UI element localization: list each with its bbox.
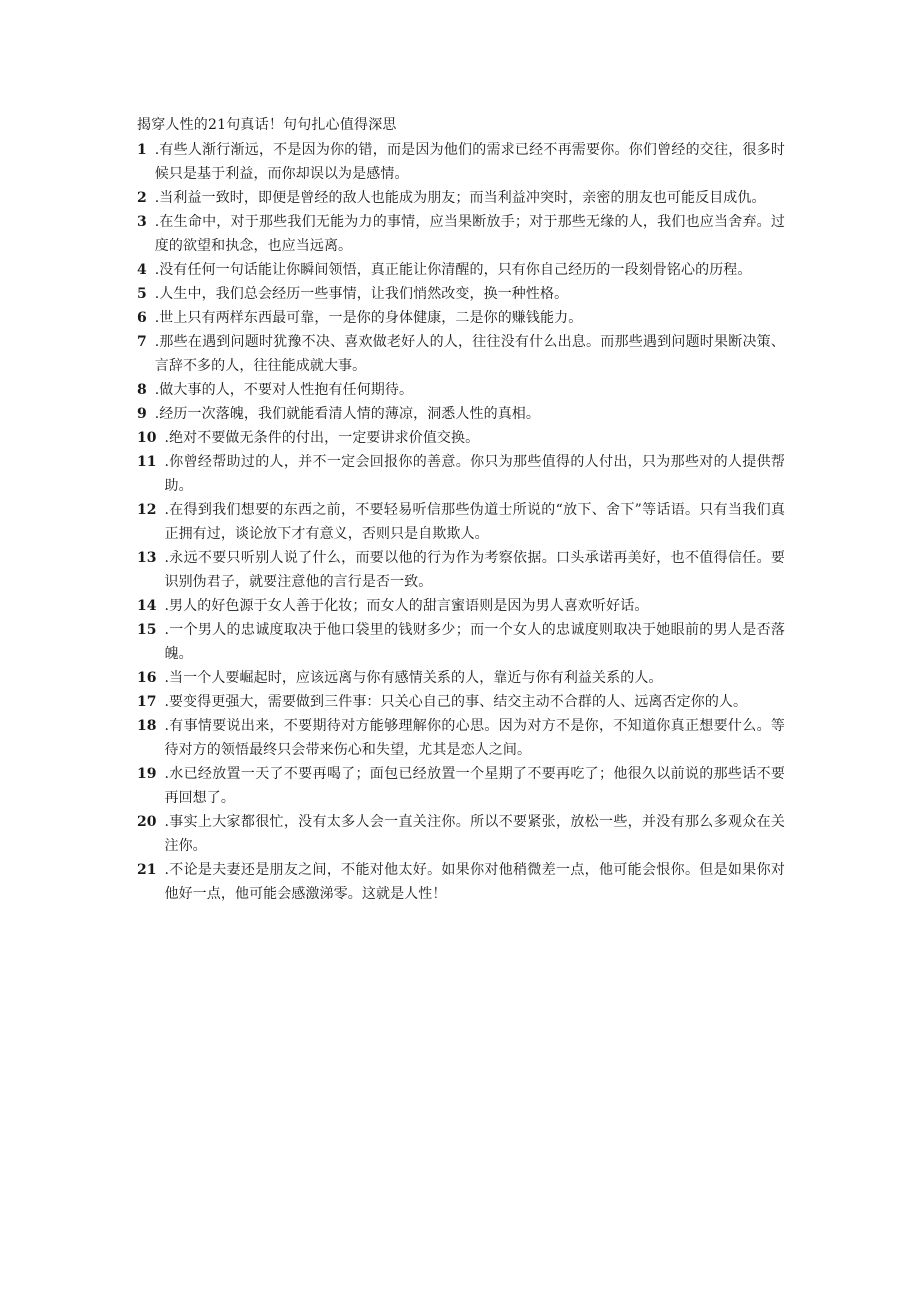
list-item — [137, 666, 785, 690]
document-page — [137, 113, 785, 906]
item-text: .做大事的人，不要对人性抱有任何期待。 — [154, 382, 414, 398]
item-number: 3 — [137, 214, 147, 230]
list-item — [137, 594, 785, 618]
list-item — [137, 402, 785, 426]
list-item — [137, 690, 785, 714]
item-text: .有些人渐行渐远，不是因为你的错，而是因为他们的需求已经不再需要你。你们曾经的交往，很多时候只是基于利益，而你却误以为是感情。 — [154, 142, 785, 182]
list-item — [137, 306, 785, 330]
item-text: .当一个人要崛起时，应该远离与你有感情关系的人，靠近与你有利益关系的人。 — [164, 670, 663, 686]
item-text: .当利益一致时，即便是曾经的敌人也能成为朋友；而当利益冲突时，亲密的朋友也可能反目成仇。 — [154, 190, 766, 206]
item-text: .男人的好色源于女人善于化妆；而女人的甜言蜜语则是因为男人喜欢听好话。 — [164, 598, 649, 614]
item-text: .一个男人的忠诚度取决于他口袋里的钱财多少；而一个女人的忠诚度则取决于她眼前的男人是否落魄。 — [164, 622, 785, 662]
item-text: .经历一次落魄，我们就能看清人情的薄凉，洞悉人性的真相。 — [154, 406, 540, 422]
list-item — [137, 450, 785, 498]
list-item — [137, 378, 785, 402]
item-text: .要变得更强大，需要做到三件事：只关心自己的事、结交主动不合群的人、远离否定你的人。 — [164, 694, 748, 710]
item-number: 4 — [137, 262, 147, 278]
list-item — [137, 546, 785, 594]
item-text: .没有任何一句话能让你瞬间领悟，真正能让你清醒的，只有你自己经历的一段刻骨铭心的历程。 — [154, 262, 752, 278]
list-item — [137, 858, 785, 906]
item-number: 9 — [137, 406, 147, 422]
item-text: .有事情要说出来，不要期待对方能够理解你的心思。因为对方不是你，不知道你真正想要什么。等待对方的领悟最终只会带来伤心和失望，尤其是恋人之间。 — [164, 718, 785, 758]
item-text: .你曾经帮助过的人，并不一定会回报你的善意。你只为那些值得的人付出，只为那些对的人提供帮助。 — [164, 454, 785, 494]
item-number: 7 — [137, 334, 147, 350]
item-number: 20 — [137, 814, 157, 830]
list-item — [137, 210, 785, 258]
item-number: 1 — [137, 142, 147, 158]
list-item — [137, 186, 785, 210]
item-text: .事实上大家都很忙，没有太多人会一直关注你。所以不要紧张，放松一些，并没有那么多观众在关注你。 — [164, 814, 785, 854]
item-number: 16 — [137, 670, 157, 686]
item-number: 15 — [137, 622, 157, 638]
item-text: .不论是夫妻还是朋友之间，不能对他太好。如果你对他稍微差一点，他可能会恨你。但是如果你对他好一点，他可能会感激涕零。这就是人性！ — [164, 862, 785, 902]
item-number: 18 — [137, 718, 157, 734]
list-item — [137, 618, 785, 666]
item-text: .在得到我们想要的东西之前，不要轻易听信那些伪道士所说的“放下、舍下”等话语。只有当我们真正拥有过，谈论放下才有意义，否则只是自欺欺人。 — [164, 502, 785, 542]
item-text: .那些在遇到问题时犹豫不决、喜欢做老好人的人，往往没有什么出息。而那些遇到问题时果断决策、言辞不多的人，往往能成就大事。 — [154, 334, 785, 374]
item-number: 21 — [137, 862, 157, 878]
item-number: 19 — [137, 766, 157, 782]
item-number: 10 — [137, 430, 157, 446]
item-number: 14 — [137, 598, 157, 614]
item-number: 17 — [137, 694, 157, 710]
list-item — [137, 258, 785, 282]
item-text: .绝对不要做无条件的付出，一定要讲求价值交换。 — [164, 430, 480, 446]
list-item — [137, 498, 785, 546]
list-item — [137, 282, 785, 306]
item-number: 8 — [137, 382, 147, 398]
item-text: .永远不要只听别人说了什么，而要以他的行为作为考察依据。口头承诺再美好，也不值得信任。要识别伪君子，就要注意他的言行是否一致。 — [164, 550, 785, 590]
item-text: .人生中，我们总会经历一些事情，让我们悄然改变，换一种性格。 — [154, 286, 569, 302]
list-item — [137, 714, 785, 762]
list-item — [137, 138, 785, 186]
list-item — [137, 330, 785, 378]
item-number: 6 — [137, 310, 147, 326]
item-text: .在生命中，对于那些我们无能为力的事情，应当果断放手；对于那些无缘的人，我们也应当舍弃。过度的欲望和执念，也应当远离。 — [154, 214, 785, 254]
item-number: 2 — [137, 190, 147, 206]
list-item — [137, 762, 785, 810]
item-text: .世上只有两样东西最可靠，一是你的身体健康，二是你的赚钱能力。 — [154, 310, 583, 326]
item-number: 12 — [137, 502, 157, 518]
item-number: 5 — [137, 286, 147, 302]
document-title: 揭穿人性的21句真话！句句扎心值得深思 — [137, 117, 397, 133]
item-number: 11 — [137, 454, 157, 470]
list-item — [137, 426, 785, 450]
item-number: 13 — [137, 550, 157, 566]
item-list — [137, 138, 785, 906]
item-text: .水已经放置一天了不要再喝了；面包已经放置一个星期了不要再吃了；他很久以前说的那些话不要再回想了。 — [164, 766, 785, 806]
list-item — [137, 810, 785, 858]
